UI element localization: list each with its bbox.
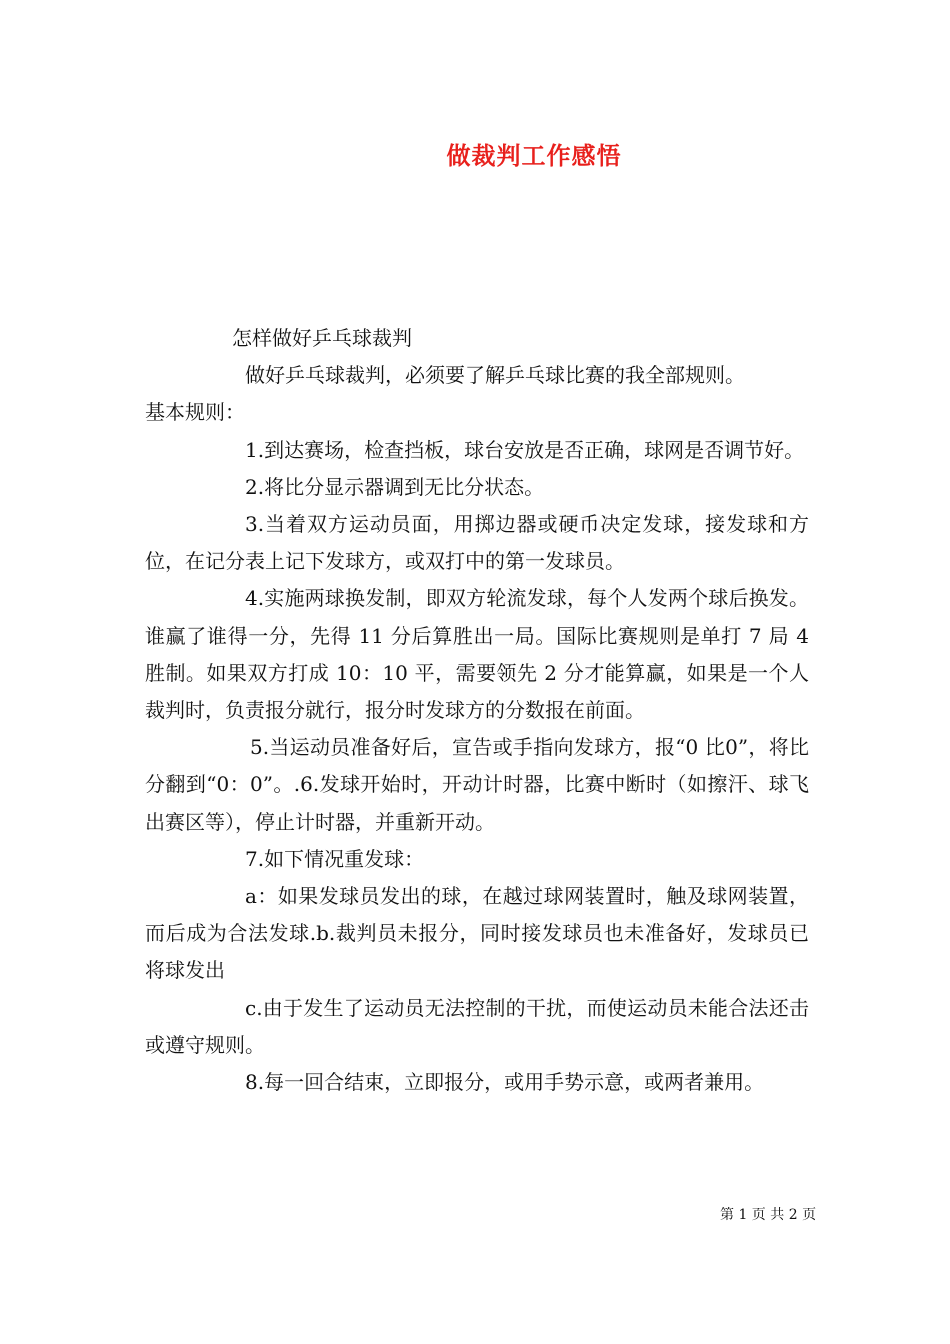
rule-4: 4.实施两球换发制，即双方轮流发球，每个人发两个球后换发。谁赢了谁得一分，先得 11 分后算胜出一局。国际比赛规则是单打 7 局 4 胜制。如果双方打成 10：10 平，需要领先 2 分才能算赢，如果是一个人裁判时，负责报分就行，报分时发球方的分数报在前面。 (145, 586, 809, 723)
basic-rules-heading: 基本规则： (145, 400, 245, 425)
document-body (145, 320, 809, 1101)
rule-7a-7b: a：如果发球员发出的球，在越过球网装置时，触及球网装置，而后成为合法发球.b.裁判员未报分，同时接发球员也未准备好，发球员已将球发出 (145, 884, 809, 983)
document-title: 做裁判工作感悟 (446, 141, 622, 170)
intro-paragraph: 做好乒乓球裁判，必须要了解乒乓球比赛的我全部规则。 (245, 363, 745, 388)
rule-7: 7.如下情况重发球： (245, 846, 425, 871)
subtitle: 怎样做好乒乓球裁判 (232, 326, 412, 350)
rule-5-6: 5.当运动员准备好后，宣告或手指向发球方，报“0 比0”，将比分翻到“0：0”。.6.发球开始时，开动计时器，比赛中断时（如擦汗、球飞出赛区等），停止计时器，并重新开动。 (145, 735, 809, 834)
rule-8: 8.每一回合结束，立即报分，或用手势示意，或两者兼用。 (245, 1070, 765, 1095)
rule-3: 3.当着双方运动员面，用掷边器或硬币决定发球，接发球和方位，在记分表上记下发球方，或双打中的第一发球员。 (145, 512, 809, 574)
rule-2: 2.将比分显示器调到无比分状态。 (245, 474, 545, 499)
page-indicator: 第 1 页 共 2 页 (720, 1207, 817, 1223)
rule-7c: c.由于发生了运动员无法控制的干扰，而使运动员未能合法还击或遵守规则。 (145, 995, 809, 1057)
rule-1: 1.到达赛场，检查挡板，球台安放是否正确，球网是否调节好。 (245, 437, 805, 462)
